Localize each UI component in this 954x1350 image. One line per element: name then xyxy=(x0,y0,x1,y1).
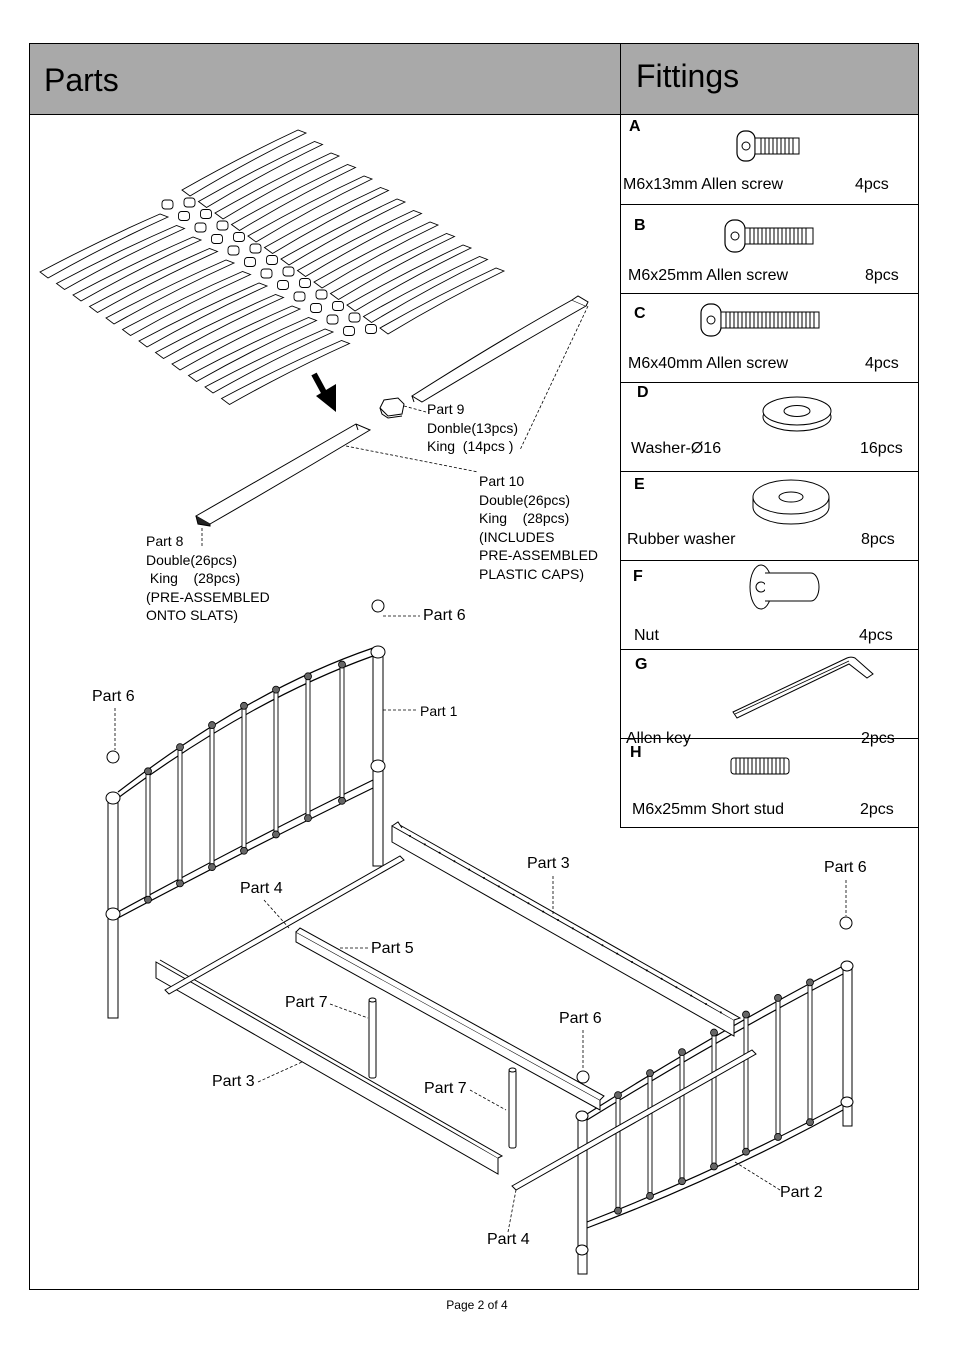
slat-clip xyxy=(201,210,212,219)
footboard-part-2 xyxy=(576,917,853,1274)
slat-clip xyxy=(261,269,272,278)
headboard-spindle xyxy=(210,725,214,867)
side-rail-part-3-bottom xyxy=(156,960,502,1174)
fitting-name: Allen key xyxy=(626,730,691,747)
headboard-spindle xyxy=(178,747,182,883)
rail-hole xyxy=(631,961,633,963)
slat-clip xyxy=(294,292,305,301)
page-number: Page 2 of 4 xyxy=(446,1298,508,1312)
spindle-collar xyxy=(647,1192,654,1199)
rail-hole xyxy=(527,902,529,904)
footboard-spindle xyxy=(744,1015,748,1152)
fitting-name: Washer-Ø16 xyxy=(631,440,722,457)
spindle-collar xyxy=(615,1092,622,1099)
rail-hole xyxy=(424,843,426,845)
label-part-4-top: Part 4 xyxy=(240,880,283,897)
rail-hole xyxy=(690,995,692,997)
label-part-4-bottom: Part 4 xyxy=(487,1231,530,1248)
spindle-collar xyxy=(339,797,346,804)
footboard-spindle xyxy=(712,1033,716,1167)
slat-clip xyxy=(300,279,311,288)
slat-clip xyxy=(283,267,294,276)
spindle-collar xyxy=(743,1011,750,1018)
spindle-collar xyxy=(241,702,248,709)
rail-hole xyxy=(720,1011,722,1013)
rail-hole xyxy=(439,852,441,854)
slat-clip xyxy=(267,256,278,265)
spindle-collar xyxy=(647,1070,654,1077)
fitting-qty: 4pcs xyxy=(865,355,899,372)
spindle-collar xyxy=(145,896,152,903)
label-part-5: Part 5 xyxy=(371,940,414,957)
slat-part-8 xyxy=(196,424,370,526)
footboard-spindle xyxy=(680,1052,684,1181)
spindle-collar xyxy=(339,661,346,668)
slat-clip xyxy=(316,290,327,299)
spindle-collar xyxy=(305,673,312,680)
spindle-collar xyxy=(305,815,312,822)
spindle-collar xyxy=(679,1049,686,1056)
rail-hole xyxy=(513,894,515,896)
slat-part-10 xyxy=(412,296,588,402)
label-part-9: Part 9 Donble(13pcs) King (14pcs ) xyxy=(427,401,519,454)
spindle-collar xyxy=(775,1133,782,1140)
fitting-letter: D xyxy=(637,384,649,401)
slat-clip xyxy=(278,281,289,290)
slat-clip xyxy=(333,302,344,311)
rail-hole xyxy=(542,911,544,913)
rail-hole xyxy=(572,927,574,929)
rail-hole xyxy=(498,885,500,887)
fitting-letter: G xyxy=(635,656,648,673)
fitting-qty: 8pcs xyxy=(861,531,895,548)
label-part-3-top: Part 3 xyxy=(527,855,570,872)
label-part-3-bottom: Part 3 xyxy=(212,1073,255,1090)
footboard-spindle xyxy=(648,1073,652,1196)
rail-hole xyxy=(601,944,603,946)
frame-leader-lines xyxy=(115,616,846,1232)
rail-hole xyxy=(557,919,559,921)
label-part-1: Part 1 xyxy=(420,703,458,719)
rail-hole xyxy=(409,835,411,837)
spindle-collar xyxy=(711,1029,718,1036)
fitting-letter: B xyxy=(634,217,646,234)
rail-hole xyxy=(675,986,677,988)
slat-clip xyxy=(311,304,322,313)
footboard-spindle xyxy=(776,998,780,1137)
label-part-8: Part 8 Double(26pcs) King (28pcs) (PRE-ASSEMBLED ONTO SLATS) xyxy=(146,533,270,623)
label-part-7-left: Part 7 xyxy=(285,994,328,1011)
slat-clip xyxy=(245,258,256,267)
fitting-qty: 4pcs xyxy=(855,176,889,193)
fitting-qty: 8pcs xyxy=(865,267,899,284)
label-part-7-right: Part 7 xyxy=(424,1080,467,1097)
fitting-name: M6x25mm Allen screw xyxy=(628,267,789,284)
rail-hole xyxy=(705,1003,707,1005)
spindle-collar xyxy=(273,831,280,838)
rail-hole xyxy=(587,936,589,938)
headboard-spindle xyxy=(146,771,150,899)
spindle-collar xyxy=(209,864,216,871)
spindle-collar xyxy=(807,1119,814,1126)
fitting-letter: A xyxy=(629,118,641,135)
slat-clip xyxy=(212,235,223,244)
fitting-qty: 2pcs xyxy=(860,801,894,818)
slat-clip xyxy=(234,233,245,242)
spindle-collar xyxy=(679,1178,686,1185)
headboard-spindle xyxy=(274,690,278,835)
fitting-name: Rubber washer xyxy=(627,531,736,548)
label-part-6-left: Part 6 xyxy=(92,688,135,705)
fitting-qty: 2pcs xyxy=(861,730,895,747)
slat-clip xyxy=(217,221,228,230)
label-part-6-top: Part 6 xyxy=(423,607,466,624)
slat-clip xyxy=(366,325,377,334)
footboard-spindle xyxy=(808,982,812,1122)
label-part-2: Part 2 xyxy=(780,1184,823,1201)
slat-clip xyxy=(228,246,239,255)
fitting-name: Nut xyxy=(634,627,659,644)
spindle-collar xyxy=(273,686,280,693)
fitting-qty: 4pcs xyxy=(859,627,893,644)
slat-clip xyxy=(195,223,206,232)
headboard-spindle xyxy=(340,665,344,801)
slat-clip xyxy=(250,244,261,253)
spindle-collar xyxy=(743,1148,750,1155)
headboard-spindle xyxy=(306,676,310,818)
spindle-collar xyxy=(775,994,782,1001)
fitting-name: M6x25mm Short stud xyxy=(632,801,785,818)
slat-clip xyxy=(179,212,190,221)
rail-hole xyxy=(483,877,485,879)
slat-clip xyxy=(349,313,360,322)
fitting-letter: C xyxy=(634,305,646,322)
slat-clip xyxy=(344,327,355,336)
slat-bundle xyxy=(40,130,504,405)
spindle-collar xyxy=(145,768,152,775)
slat-clip xyxy=(327,315,338,324)
label-part-6-mid: Part 6 xyxy=(559,1010,602,1027)
label-part-10: Part 10 Double(26pcs) King (28pcs) (INCLUDES PRE-ASSEMBLED PLASTIC CAPS) xyxy=(479,473,599,582)
spindle-collar xyxy=(615,1207,622,1214)
label-part-6-right: Part 6 xyxy=(824,859,867,876)
spindle-collar xyxy=(177,880,184,887)
rail-hole xyxy=(661,978,663,980)
rail-hole xyxy=(468,869,470,871)
spindle-collar xyxy=(177,744,184,751)
fitting-name: M6x40mm Allen screw xyxy=(628,355,789,372)
fitting-letter: F xyxy=(633,568,643,585)
parts-title: Parts xyxy=(44,62,119,98)
rail-hole xyxy=(646,969,648,971)
rail-hole xyxy=(616,953,618,955)
fitting-name: M6x13mm Allen screw xyxy=(623,176,784,193)
slat-clip-part-9 xyxy=(380,398,404,418)
fittings-title: Fittings xyxy=(636,58,740,94)
spindle-collar xyxy=(209,722,216,729)
support-leg-part-7-right xyxy=(509,1068,516,1148)
slat-clip xyxy=(162,200,173,209)
spindle-collar xyxy=(241,847,248,854)
rail-hole xyxy=(453,860,455,862)
footboard-spindle xyxy=(616,1095,620,1211)
fitting-letter: H xyxy=(630,744,642,761)
spindle-collar xyxy=(711,1163,718,1170)
arrow-down-icon xyxy=(314,374,336,412)
fitting-qty: 16pcs xyxy=(860,440,903,457)
spindle-collar xyxy=(807,979,814,986)
headboard-spindle xyxy=(242,706,246,851)
fitting-letter: E xyxy=(634,476,645,493)
slat-clip xyxy=(184,198,195,207)
support-leg-part-7-left xyxy=(369,998,376,1078)
